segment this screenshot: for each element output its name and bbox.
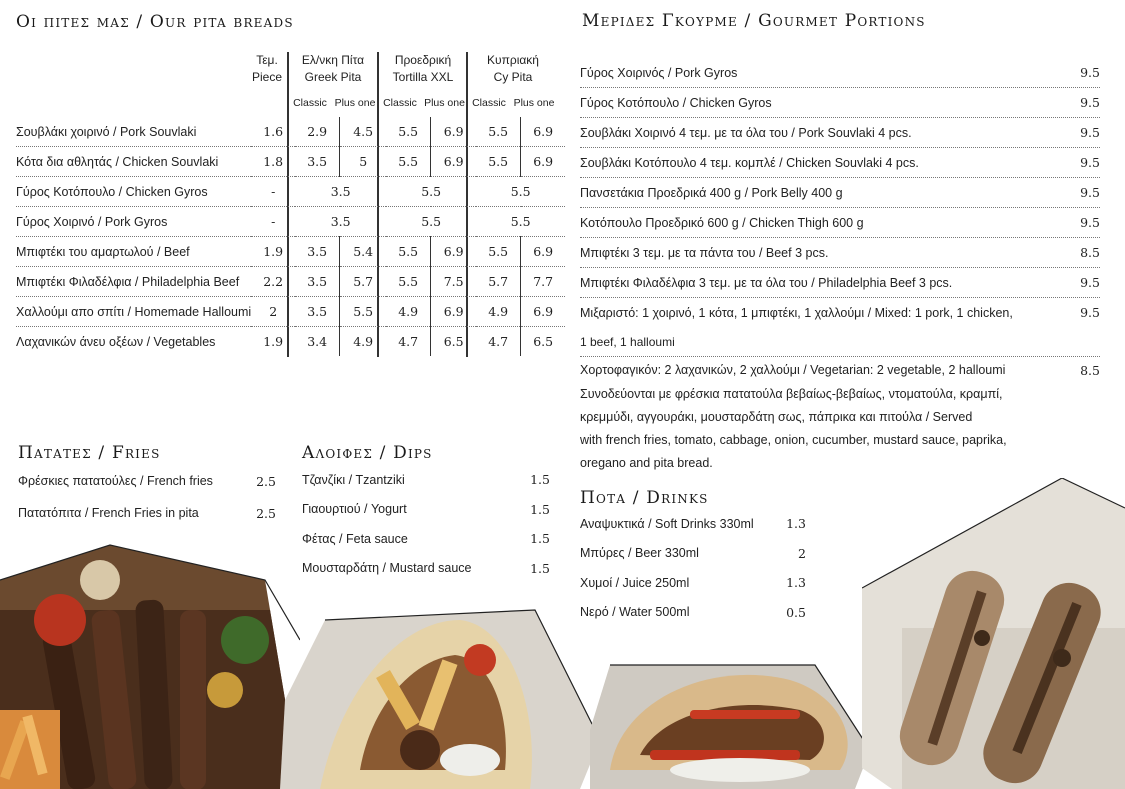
header-piece-en: Piece xyxy=(251,70,283,84)
header-greek-en: Greek Pita xyxy=(304,70,362,84)
sub-plusone-3: Plus one xyxy=(513,97,555,109)
list-item xyxy=(580,509,806,539)
dips-list xyxy=(302,465,550,583)
platter-photo xyxy=(0,540,300,789)
row-name: Μπιφτέκι Φιλαδέλφια / Philadelphia Beef xyxy=(16,267,251,297)
row-name: Λαχανικών άνευ οξέων / Vegetables xyxy=(16,334,216,349)
list-item xyxy=(580,268,1100,298)
item-name: Τζανζίκι / Tzantziki xyxy=(302,472,405,487)
table-row xyxy=(16,237,565,267)
price-cell-merged: 3.5 xyxy=(295,207,386,237)
dips-section-title: Αλοιφες / Dips xyxy=(302,443,433,463)
item-price: 1.5 xyxy=(530,531,550,547)
item-name: Φρέσκιες πατατούλες / French fries xyxy=(18,474,213,488)
price-piece: 1.8 xyxy=(251,147,295,177)
price-cell: 2.9 xyxy=(295,117,340,147)
list-item-mixed xyxy=(580,298,1100,327)
item-price: 9.5 xyxy=(1080,305,1100,320)
table-row xyxy=(16,147,565,177)
table-row xyxy=(16,207,565,237)
price-cell-merged: 5.5 xyxy=(386,177,476,207)
price-cell: 5.5 xyxy=(386,147,431,177)
sub-plusone-1: Plus one xyxy=(334,97,376,109)
header-greek-gr: Ελ/νκη Πίτα xyxy=(301,53,365,67)
list-item xyxy=(302,495,550,525)
list-item xyxy=(580,88,1100,118)
price-cell: 6.9 xyxy=(521,297,566,327)
list-item-mixed-cont xyxy=(580,327,1100,357)
header-greek-pita xyxy=(290,52,376,86)
table-row xyxy=(16,117,565,147)
item-price: 0.5 xyxy=(786,604,806,620)
item-name: Πανσετάκια Προεδρικά 400 g / Pork Belly 400 g xyxy=(580,185,843,200)
price-piece: - xyxy=(251,207,295,237)
price-cell: 4.7 xyxy=(476,327,521,357)
gyros-pita-photo xyxy=(280,600,600,789)
list-item xyxy=(580,568,806,598)
item-price: 9.5 xyxy=(1080,155,1100,170)
item-price: 1.5 xyxy=(530,560,550,576)
fries-list xyxy=(18,465,276,529)
row-name: Σουβλάκι χοιρινό / Pork Souvlaki xyxy=(16,117,251,147)
pita-section-title: Οι πιτες μας / Our pita breads xyxy=(16,12,294,32)
list-item xyxy=(580,58,1100,88)
item-name: Σουβλάκι Χοιρινό 4 τεμ. με τα όλα του / Pork Souvlaki 4 pcs. xyxy=(580,125,912,140)
gourmet-list xyxy=(580,58,1100,475)
item-name: Αναψυκτικά / Soft Drinks 330ml xyxy=(580,516,754,531)
list-item xyxy=(580,148,1100,178)
kebab-photo xyxy=(862,478,1125,789)
row-name: Μπιφτέκι του αμαρτωλού / Beef xyxy=(16,237,251,267)
price-piece: 1.9 xyxy=(251,237,295,267)
table-row xyxy=(16,267,565,297)
sub-plusone-2: Plus one xyxy=(424,97,465,109)
price-cell: 5.7 xyxy=(340,267,387,297)
table-row xyxy=(16,177,565,207)
price-cell: 5.5 xyxy=(476,117,521,147)
price-cell: 3.4 xyxy=(295,327,340,357)
header-cy-pita xyxy=(469,52,557,86)
item-name: Πατατόπιτα / French Fries in pita xyxy=(18,506,199,520)
price-cell: 6.9 xyxy=(431,147,477,177)
list-item xyxy=(580,539,806,569)
table-row xyxy=(16,297,565,327)
price-cell: 6.5 xyxy=(443,334,464,349)
price-piece: 2.2 xyxy=(251,267,295,297)
price-cell-merged: 5.5 xyxy=(476,207,565,237)
pita-price-table xyxy=(16,117,565,356)
sub-classic-2: Classic xyxy=(383,97,417,109)
item-name: Χορτοφαγικόν: 2 λαχανικών, 2 χαλλούμι / Vegetarian: 2 vegetable, 2 halloumi xyxy=(580,363,1006,377)
note-line: κρεμμύδι, αγγουράκι, μουσταρδάτη σως, πάπρικα και πιτούλα / Served xyxy=(580,410,973,424)
item-name: Μπιφτέκι 3 τεμ. με τα πάντα του / Beef 3 pcs. xyxy=(580,245,829,260)
list-item xyxy=(580,118,1100,148)
item-name: Μιξαριστό: 1 χοιρινό, 1 κότα, 1 μπιφτέκι, 1 χαλλούμι / Mixed: 1 pork, 1 chicken, xyxy=(580,305,1013,320)
header-piece-gr: Τεμ. xyxy=(256,53,278,67)
item-price: 8.5 xyxy=(1080,362,1100,378)
item-price: 9.5 xyxy=(1080,275,1100,290)
item-price: 9.5 xyxy=(1080,215,1100,230)
row-name: Κότα δια αθλητάς / Chicken Souvlaki xyxy=(16,147,251,177)
header-tortilla-en: Tortilla XXL xyxy=(392,70,454,84)
item-name: Γύρος Χοιρινός / Pork Gyros xyxy=(580,65,738,80)
item-name: Χυμοί / Juice 250ml xyxy=(580,575,690,590)
price-cell: 5.5 xyxy=(476,147,521,177)
item-name: Μπύρες / Beer 330ml xyxy=(580,546,699,561)
price-cell-merged: 5.5 xyxy=(476,177,565,207)
price-cell: 6.9 xyxy=(431,297,477,327)
sub-classic-3: Classic xyxy=(472,97,506,109)
price-cell-merged: 5.5 xyxy=(386,207,476,237)
price-cell: 5.5 xyxy=(386,117,431,147)
item-price: 1.3 xyxy=(786,575,806,591)
item-price: 8.5 xyxy=(1080,245,1100,260)
item-price: 2.5 xyxy=(256,473,276,489)
price-cell: 4.9 xyxy=(353,334,374,349)
price-cell: 7.7 xyxy=(521,267,566,297)
price-cell: 5.4 xyxy=(340,237,387,267)
price-cell: 7.5 xyxy=(431,267,477,297)
item-name: Κοτόπουλο Προεδρικό 600 g / Chicken Thigh 600 g xyxy=(580,215,864,230)
header-tortilla-gr: Προεδρική xyxy=(394,53,452,67)
list-item xyxy=(580,238,1100,268)
row-name: Γύρος Κοτόπουλο / Chicken Gyros xyxy=(16,177,251,207)
list-item-vegetarian xyxy=(580,357,1100,383)
item-price: 1.5 xyxy=(530,501,550,517)
row-name: Γύρος Χοιρινό / Pork Gyros xyxy=(16,207,251,237)
price-cell: 5.5 xyxy=(386,237,431,267)
note-line: with french fries, tomato, cabbage, onion, cucumber, mustard sauce, paprika, xyxy=(580,433,1007,447)
price-cell: 5 xyxy=(340,147,387,177)
header-cy-en: Cy Pita xyxy=(493,70,533,84)
price-cell: 6.9 xyxy=(521,117,566,147)
item-price: 1.3 xyxy=(786,516,806,532)
item-price: 1.5 xyxy=(530,472,550,488)
header-tortilla xyxy=(379,52,467,86)
price-cell: 4.9 xyxy=(386,297,431,327)
note-line: oregano and pita bread. xyxy=(580,456,713,470)
item-price: 9.5 xyxy=(1080,65,1100,80)
table-row xyxy=(16,327,565,357)
item-name: Γιαουρτιού / Yogurt xyxy=(302,502,407,517)
header-cy-gr: Κυπριακή xyxy=(487,53,539,67)
gourmet-section-title: Μεριδες Γκουρμε / Gourmet Portions xyxy=(582,11,926,31)
portions-note xyxy=(580,383,1100,475)
item-name: Μουσταρδάτη / Mustard sauce xyxy=(302,561,472,576)
item-price: 2.5 xyxy=(256,505,276,521)
price-cell: 6.9 xyxy=(431,237,477,267)
price-cell: 6.5 xyxy=(533,334,554,349)
item-name: Φέτας / Feta sauce xyxy=(302,531,408,546)
list-item xyxy=(302,524,550,554)
price-cell: 4.7 xyxy=(386,327,431,357)
price-piece: 1.9 xyxy=(263,334,284,349)
price-cell-merged: 3.5 xyxy=(295,177,386,207)
list-item xyxy=(18,497,276,529)
item-price: 9.5 xyxy=(1080,185,1100,200)
item-price: 2 xyxy=(798,545,806,561)
price-cell: 3.5 xyxy=(295,237,340,267)
list-item xyxy=(302,554,550,584)
price-cell: 3.5 xyxy=(295,297,340,327)
sub-classic-1: Classic xyxy=(293,97,327,109)
price-cell: 5.5 xyxy=(476,237,521,267)
item-name: Γύρος Κοτόπουλο / Chicken Gyros xyxy=(580,95,772,110)
price-cell: 5.5 xyxy=(386,267,431,297)
header-piece xyxy=(246,52,288,86)
list-item xyxy=(302,465,550,495)
fries-section-title: Πατατες / Fries xyxy=(18,443,161,463)
drinks-section-title: Ποτα / Drinks xyxy=(580,488,709,508)
price-piece: - xyxy=(251,177,295,207)
note-line: Συνοδεύονται με φρέσκια πατατούλα βεβαίως-βεβαίως, ντοματούλα, κραμπί, xyxy=(580,387,1003,401)
price-cell: 3.5 xyxy=(295,147,340,177)
item-name: Νερό / Water 500ml xyxy=(580,605,690,620)
price-cell: 3.5 xyxy=(295,267,340,297)
item-name: Σουβλάκι Κοτόπουλο 4 τεμ. κομπλέ / Chicken Souvlaki 4 pcs. xyxy=(580,155,919,170)
price-cell: 4.9 xyxy=(476,297,521,327)
price-cell: 5.5 xyxy=(340,297,387,327)
list-item xyxy=(18,465,276,497)
item-name: Μπιφτέκι Φιλαδέλφια 3 τεμ. με τα όλα του / Philadelphia Beef 3 pcs. xyxy=(580,275,953,290)
price-cell: 5.7 xyxy=(476,267,521,297)
item-price: 9.5 xyxy=(1080,125,1100,140)
price-piece: 1.6 xyxy=(251,117,295,147)
price-cell: 6.9 xyxy=(521,147,566,177)
row-name: Χαλλούμι απο σπίτι / Homemade Halloumi xyxy=(16,297,251,327)
price-piece: 2 xyxy=(251,297,295,327)
item-price: 9.5 xyxy=(1080,95,1100,110)
list-item xyxy=(580,598,806,628)
price-cell: 6.9 xyxy=(431,117,477,147)
item-name-cont: 1 beef, 1 halloumi xyxy=(580,334,675,349)
souvlaki-pita-photo xyxy=(590,660,870,789)
list-item xyxy=(580,208,1100,238)
price-cell: 6.9 xyxy=(521,237,566,267)
list-item xyxy=(580,178,1100,208)
price-cell: 4.5 xyxy=(340,117,387,147)
drinks-list xyxy=(580,509,806,627)
